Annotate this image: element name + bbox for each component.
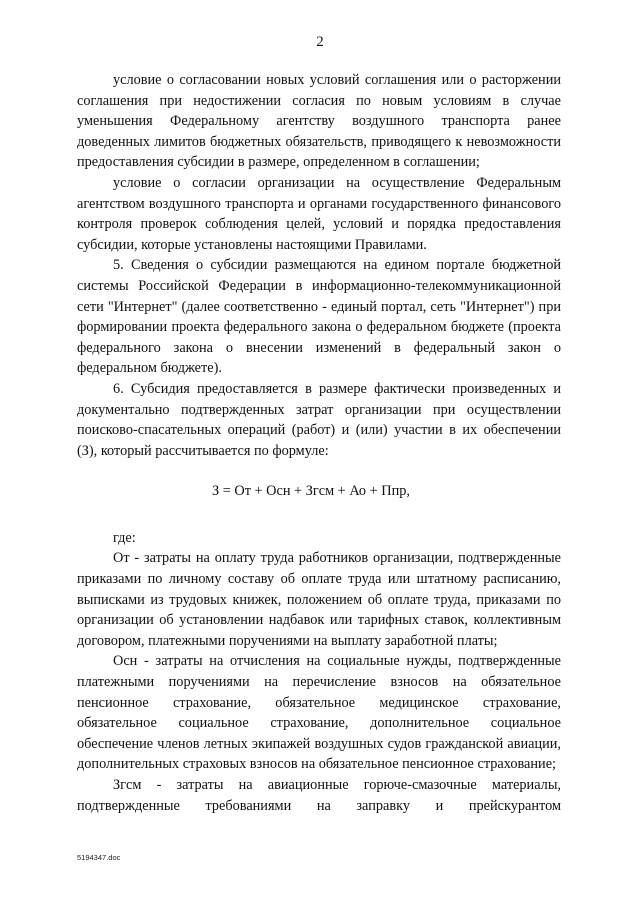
document-file-code: 5194347.doc <box>77 853 121 862</box>
formula-where-label: где: <box>113 529 136 546</box>
paragraph-subsidy-portal-info: 5. Сведения о субсидии размещаются на едином портале бюджетной системы Российской Федерации в информационно-телекоммуникационной сети "Интернет" (далее соответственно - единый портал, сеть "Интернет") при формировании проекта федерального закона о федеральном бюджете (проекта федерального закона о внесении изменений в федеральный закон о федеральном бюджете). <box>77 257 561 377</box>
paragraph-labor-costs: От - затраты на оплату труда работников организации, подтвержденные приказами по личному составу об оплате труда или штатному расписанию, выписками из трудовых книжек, положением об оплате труда, приказами по организации об установлении надбавок или тарифных ставок, коллективным договором, платежными поручениями на выплату заработной платы; <box>77 550 561 649</box>
document-body <box>77 70 561 816</box>
paragraph-agreement-terms-change: условие о согласовании новых условий соглашения или о расторжении соглашения при недостижении согласия по новым условиям в случае уменьшения Федеральному агентству воздушного транспорта ранее доведенных лимитов бюджетных обязательств, приводящего к невозможности предоставления субсидии в размере, определенном в соглашении; <box>77 72 561 171</box>
paragraph-inspection-consent: условие о согласии организации на осуществление Федеральным агентством воздушного транспорта и органами государственного финансового контроля проверок соблюдения целей, условий и порядка предоставления субсидии, которые установлены настоящими Правилами. <box>77 174 561 253</box>
paragraph-subsidy-amount: 6. Субсидия предоставляется в размере фактически произведенных и документально подтвержденных затрат организации при осуществлении поисково-спасательных операций (работ) и (или) участии в их обеспечении (З), который рассчитывается по формуле: <box>77 380 561 459</box>
page-number: 2 <box>316 34 324 50</box>
paragraph-social-contributions: Осн - затраты на отчисления на социальные нужды, подтвержденные платежными поручениями на перечисление взносов на обязательное пенсионное страхование, обязательное медицинское страхование, обязательное социальное страхование, дополнительное социальное обеспечение членов летных экипажей воздушных судов гражданской авиации, дополнительных страховых взносов на обязательное пенсионное страхование; <box>77 653 561 773</box>
paragraph-fuel-costs: Згсм - затраты на авиационные горюче-смазочные материалы, подтвержденные требованиями на заправку и прейскурантом <box>77 777 561 814</box>
subsidy-formula: З = От + Осн + Згсм + Ао + Ппр, <box>212 483 410 500</box>
